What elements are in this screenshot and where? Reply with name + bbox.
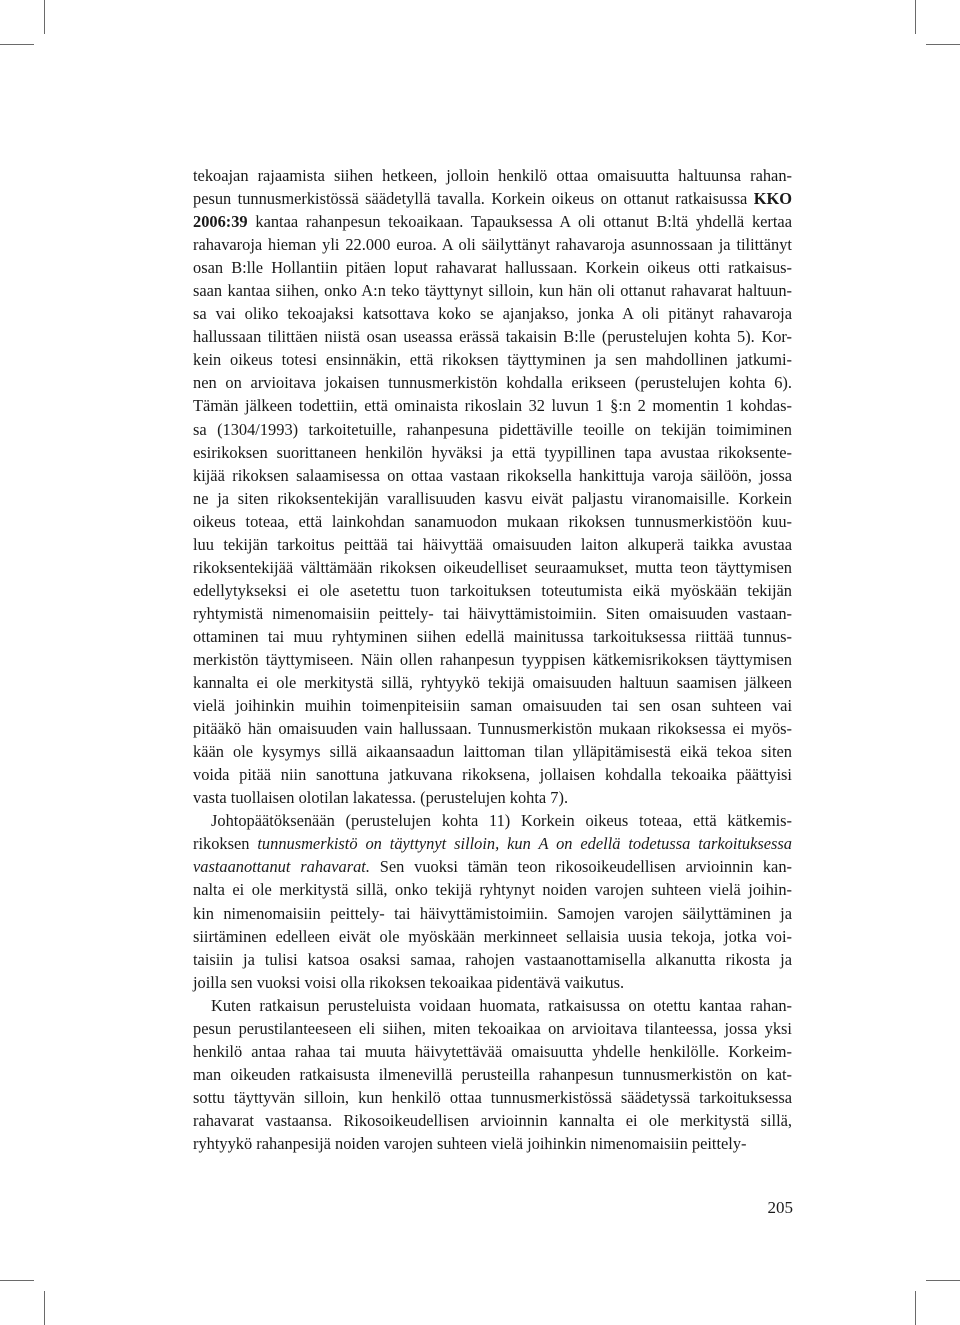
text-line: ne ja siten rikoksentekijän varallisuuden kasvu eivät paljastu viranomaisille. Korkein — [193, 488, 792, 508]
text-line: man oikeuden ratkaisusta ilmenevillä perusteilla rahanpesun tunnusmerkistön on kat- — [193, 1064, 792, 1084]
text-line: merkistön täyttymiseen. Näin ollen rahanpesun tyyppisen kätkemisrikoksen täyttymisen — [193, 649, 792, 669]
text-line: nalta ei ole merkitystä sillä, onko tekijä ryhtynyt noiden varojen suhteen vielä joihin- — [193, 880, 792, 900]
text-line: 2006:39 kantaa rahanpesun tekoaikaan. Tapauksessa A oli ottanut B:ltä yhdellä kertaa — [193, 212, 792, 232]
text-line: kijää rikoksen salaamisessa on ottaa vastaan rikoksella hankittuja varoja säilöön, jossa — [193, 465, 792, 485]
text-line: vasta tuollaisen olotilan lakatessa. (perustelujen kohta 7). — [193, 788, 569, 808]
text-line: rikoksentekijää välttämään rikoksen oikeudelliset seuraamukset, mutta teon täyttymisen — [193, 557, 792, 577]
paragraph-3 — [193, 994, 792, 1155]
paragraph-1 — [193, 164, 792, 809]
text-line: ottaminen tai muu ryhtyminen siihen edellä mainitussa tarkoituksessa riittää tunnus- — [193, 626, 792, 646]
text-line: kein oikeus totesi ensinnäkin, että rikoksen täyttyminen ja sen mahdollinen jatkumi- — [193, 350, 792, 370]
text-line: sa vai oliko tekoajaksi katsottava koko se ajanjakso, jonka A oli pitänyt rahavaroja — [193, 304, 792, 324]
text-line: nen on arvioitava jokaisen tunnusmerkistön kohdalla erikseen (perustelujen kohta 6). — [193, 373, 792, 393]
text-line: rahavaroja hieman yli 22.000 euroa. A oli säilyttänyt rahavaroja asunnossaan ja tilittänyt — [193, 235, 792, 255]
bold-case-reference: KKO — [753, 189, 792, 209]
text-line: kin nimenomaisiin peittely- tai häivyttämistoimiin. Samojen varojen säilyttäminen ja — [193, 903, 792, 923]
text-line: ryhtymistä nimenomaisiin peittely- tai häivyttämistoimiin. Siten omaisuuden vastaan- — [193, 603, 792, 623]
text-line: Johtopäätöksenään (perustelujen kohta 11) Korkein oikeus toteaa, että kätkemis- — [211, 811, 792, 831]
paragraph-2 — [193, 809, 792, 993]
text-line: siirtäminen edelleen eivät ole myöskään merkinneet sellaisia uusia tekoja, jotka voi- — [193, 926, 792, 946]
text-line: rahavarat vastaansa. Rikosoikeudellisen arvioinnin kannalta ei ole merkitystä sillä, — [193, 1110, 792, 1130]
text-line: luu tekijän tarkoitus peittää tai häivyttää omaisuuden laiton alkuperä taikka avustaa — [193, 534, 792, 554]
bold-case-reference: 2006:39 — [193, 212, 248, 232]
text-line: sottu täyttyvän silloin, kun henkilö ottaa tunnusmerkistössä säädetyssä tarkoituksessa — [193, 1087, 792, 1107]
text-line: pesun tunnusmerkistössä säädetyllä tavalla. Korkein oikeus on ottanut ratkaisussa KKO — [193, 189, 792, 209]
text-line: pitääkö hän omaisuuden vain hallussaan. Tunnusmerkistön mukaan rikoksessa ei myös- — [193, 719, 792, 739]
body-text — [193, 164, 792, 1155]
text-line: kään ole kysymys sillä aikaansaadun laittoman tilan ylläpitämisestä eikä tekoa siten — [193, 742, 792, 762]
text-line: edellytykseksi ei ole asetettu tuon tarkoituksen toteutumista eikä myöskään tekijän — [193, 580, 792, 600]
text-line: vielä joihinkin muihin toimenpiteisiin saman omaisuuden tai sen osan suhteen vai — [193, 696, 792, 716]
text-line: pesun perustilanteeseen eli siihen, miten tekoaikaa on arvioitava tilanteessa, jossa yksi — [193, 1018, 792, 1038]
text-line: joilla sen vuoksi voisi olla rikoksen tekoaikaa pidentävä vaikutus. — [193, 972, 625, 992]
text-line: tekoajan rajaamista siihen hetkeen, jolloin henkilö ottaa omaisuutta haltuunsa rahan- — [193, 166, 792, 185]
text-line: vastaanottanut rahavarat. Sen vuoksi tämän teon rikosoikeudellisen arvioinnin kan- — [193, 857, 792, 877]
text-line: henkilö antaa rahaa tai muuta häivytettävää omaisuutta yhdelle henkilölle. Korkeim- — [193, 1041, 792, 1061]
page-number: 205 — [767, 1198, 793, 1217]
text-line: ryhtyykö rahanpesijä noiden varojen suhteen vielä joihinkin nimenomaisiin peittely- — [193, 1133, 747, 1153]
text-line: hallussaan tilittäen niistä osan useassa erässä takaisin B:lle (perustelujen kohta 5). Kor- — [193, 327, 792, 347]
text-line: taisiin ja tulisi katsoa osaksi samaa, rahojen vastaanottamisella alkanutta rikosta ja — [193, 949, 792, 969]
text-line: oikeus toteaa, että lainkohdan sanamuodon mukaan rikoksen tunnusmerkistöön kuu- — [193, 511, 792, 531]
text-line: rikoksen tunnusmerkistö on täyttynyt silloin, kun A on edellä todetussa tarkoituksessa — [193, 834, 792, 854]
text-line: sa (1304/1993) tarkoitetuille, rahanpesuna pidettäville teoille on tekijän toimiminen — [193, 419, 792, 439]
text-line: Kuten ratkaisun perusteluista voidaan huomata, ratkaisussa on otettu kantaa rahan- — [211, 995, 792, 1015]
italic-emphasis: tunnusmerkistö on täyttynyt silloin, kun A on edellä todetussa tarkoituksessa — [257, 834, 792, 854]
text-line: saan kantaa siihen, onko A:n teko täyttynyt silloin, kun hän oli ottanut rahavarat haltuun- — [193, 281, 792, 301]
italic-emphasis: vastaanottanut rahavarat. — [193, 857, 370, 877]
text-line: voida pitää niin sanottuna jatkuvana rikoksena, jollaisen kohdalla tekoaika päättyisi — [193, 765, 792, 785]
text-line: Tämän jälkeen todettiin, että ominaista rikoslain 32 luvun 1 §:n 2 momentin 1 kohdas- — [193, 396, 792, 416]
text-line: kannalta ei ole merkitystä sillä, ryhtyykö tekijä omaisuuden haltuun saamisen jälkeen — [193, 673, 792, 693]
text-line: osan B:lle Hollantiin pitäen loput rahavarat hallussaan. Korkein oikeus otti ratkaisus- — [193, 258, 792, 278]
text-line: esirikoksen suorittaneen henkilön hyväksi ja että tyypillinen tapa avustaa rikoksente- — [193, 442, 792, 462]
